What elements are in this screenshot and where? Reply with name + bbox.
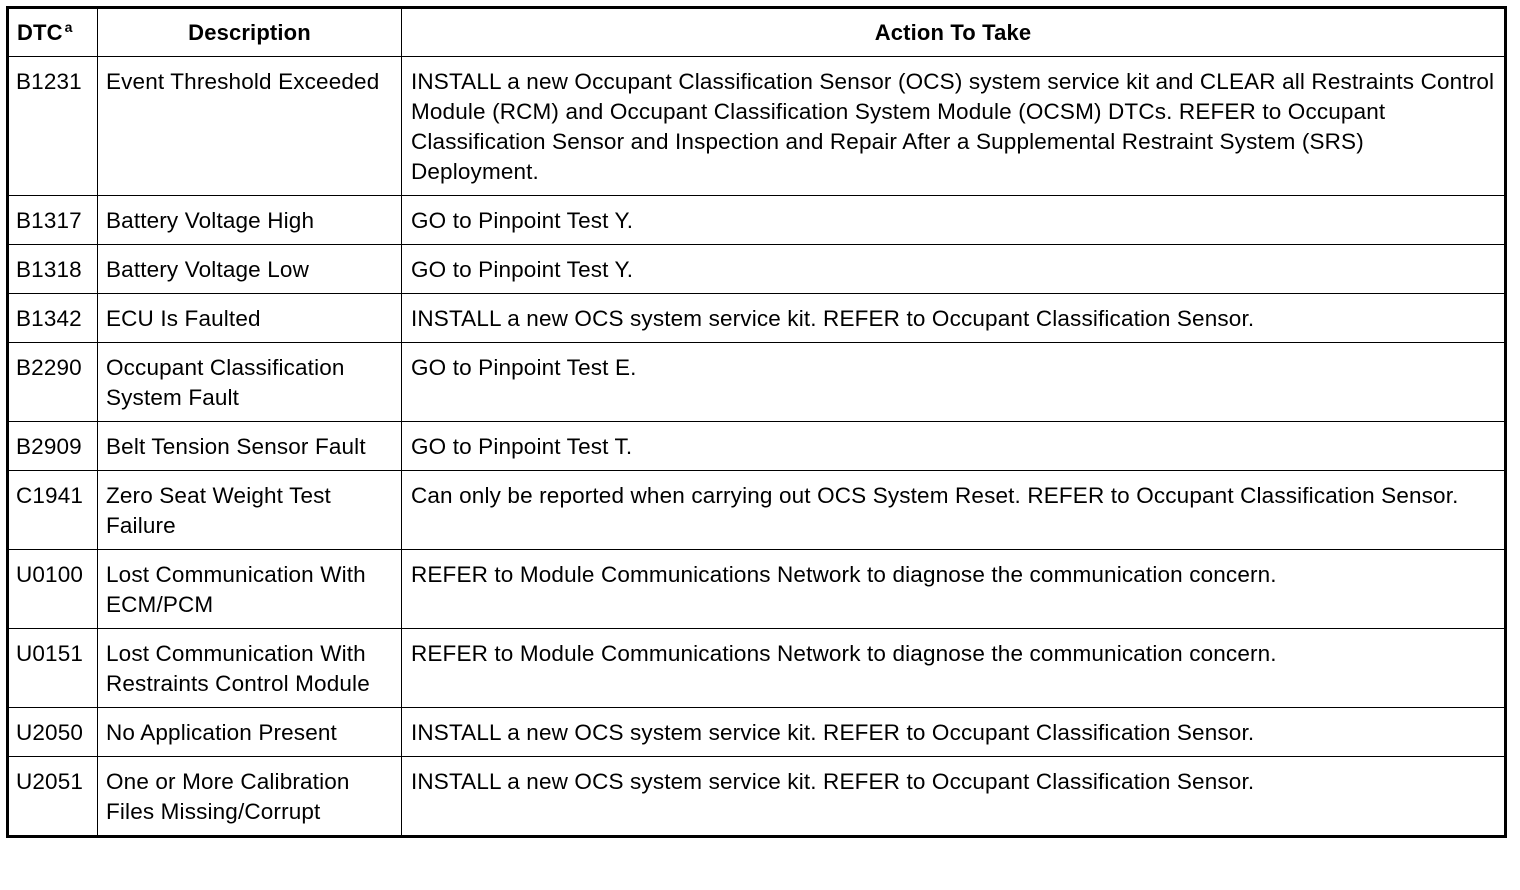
dtc-code: U2051 bbox=[8, 757, 98, 837]
header-dtc bbox=[8, 8, 98, 57]
table-row bbox=[8, 550, 1506, 629]
table-row bbox=[8, 422, 1506, 471]
dtc-action: GO to Pinpoint Test Y. bbox=[402, 196, 1506, 245]
dtc-code: B1317 bbox=[8, 196, 98, 245]
dtc-description: No Application Present bbox=[98, 708, 402, 757]
header-action: Action To Take bbox=[402, 8, 1506, 57]
dtc-description: Event Threshold Exceeded bbox=[98, 57, 402, 196]
dtc-action: REFER to Module Communications Network to diagnose the communication concern. bbox=[402, 629, 1506, 708]
dtc-action: INSTALL a new OCS system service kit. REFER to Occupant Classification Sensor. bbox=[402, 757, 1506, 837]
dtc-description: Zero Seat Weight Test Failure bbox=[98, 471, 402, 550]
dtc-description: Battery Voltage High bbox=[98, 196, 402, 245]
dtc-action: GO to Pinpoint Test E. bbox=[402, 343, 1506, 422]
dtc-action: INSTALL a new Occupant Classification Sensor (OCS) system service kit and CLEAR all Restraints Control Module (RCM) and Occupant Classification System Module (OCSM) DTCs. REFER to Occupant Classification Sensor and Inspection and Repair After a Supplemental Restraint System (SRS) Deployment. bbox=[402, 57, 1506, 196]
table-row bbox=[8, 196, 1506, 245]
dtc-code: B1231 bbox=[8, 57, 98, 196]
dtc-action: INSTALL a new OCS system service kit. REFER to Occupant Classification Sensor. bbox=[402, 294, 1506, 343]
table-row bbox=[8, 629, 1506, 708]
table-row bbox=[8, 471, 1506, 550]
dtc-code: U2050 bbox=[8, 708, 98, 757]
dtc-code: C1941 bbox=[8, 471, 98, 550]
dtc-code: U0100 bbox=[8, 550, 98, 629]
dtc-action: INSTALL a new OCS system service kit. REFER to Occupant Classification Sensor. bbox=[402, 708, 1506, 757]
dtc-action: REFER to Module Communications Network to diagnose the communication concern. bbox=[402, 550, 1506, 629]
header-row bbox=[8, 8, 1506, 57]
table-row bbox=[8, 57, 1506, 196]
dtc-code: B2290 bbox=[8, 343, 98, 422]
dtc-description: Lost Communication With Restraints Control Module bbox=[98, 629, 402, 708]
dtc-description: Occupant Classification System Fault bbox=[98, 343, 402, 422]
dtc-code: U0151 bbox=[8, 629, 98, 708]
table-row bbox=[8, 343, 1506, 422]
dtc-description: Battery Voltage Low bbox=[98, 245, 402, 294]
table-row bbox=[8, 245, 1506, 294]
header-dtc-footnote: a bbox=[64, 18, 73, 35]
header-dtc-label: DTC bbox=[17, 20, 63, 45]
dtc-action: GO to Pinpoint Test T. bbox=[402, 422, 1506, 471]
dtc-table bbox=[6, 6, 1507, 838]
dtc-code: B2909 bbox=[8, 422, 98, 471]
table-row bbox=[8, 708, 1506, 757]
dtc-code: B1342 bbox=[8, 294, 98, 343]
table-body bbox=[8, 57, 1506, 837]
dtc-description: Belt Tension Sensor Fault bbox=[98, 422, 402, 471]
dtc-description: One or More Calibration Files Missing/Corrupt bbox=[98, 757, 402, 837]
dtc-action: Can only be reported when carrying out OCS System Reset. REFER to Occupant Classification Sensor. bbox=[402, 471, 1506, 550]
header-description: Description bbox=[98, 8, 402, 57]
dtc-code: B1318 bbox=[8, 245, 98, 294]
table-row bbox=[8, 294, 1506, 343]
table-row bbox=[8, 757, 1506, 837]
table-header bbox=[8, 8, 1506, 57]
dtc-action: GO to Pinpoint Test Y. bbox=[402, 245, 1506, 294]
dtc-description: ECU Is Faulted bbox=[98, 294, 402, 343]
dtc-description: Lost Communication With ECM/PCM bbox=[98, 550, 402, 629]
